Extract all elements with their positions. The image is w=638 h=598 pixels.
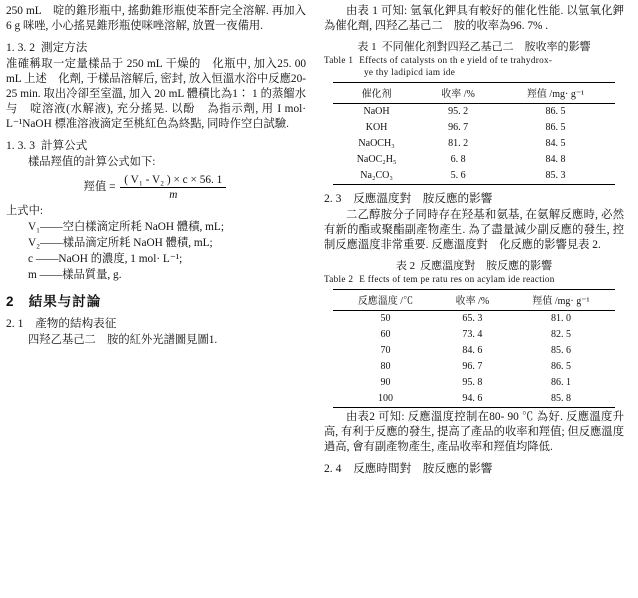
heading-section-2-title: 結果与討論 <box>28 294 102 310</box>
table2-r2-c1: 84. 6 <box>462 345 483 357</box>
table-temperatures <box>333 289 615 408</box>
heading-2-1-number: 2. 1 <box>6 317 24 331</box>
table2-r3-c2: 86. 5 <box>550 361 571 373</box>
table2-r5-c2: 85. 8 <box>507 391 615 408</box>
table1-r4-c0: Na₂CO₃ <box>333 168 420 185</box>
heading-1-3-2-title: 測定方法 <box>40 41 88 55</box>
table-row <box>333 310 615 327</box>
formula-numerator: ( V₁ - V₂ ) × c × 56. 1 <box>120 174 226 188</box>
paragraph-intro: 250 mL 啶的錐形瓶中, 搖動錐形瓶使苯酐完全溶解. 再加入 6 g 咪唑, 小心搖晃錐形瓶使咪唑溶解, 放置一夜備用. <box>6 5 306 33</box>
formula-left-side: 羥值 = <box>83 181 116 194</box>
table1-r3-c1: 6. 8 <box>450 154 466 166</box>
definition-c: c ——NaOH 的濃度, 1 mol· L⁻¹; <box>28 253 183 266</box>
table1-r1-c1: 96. 7 <box>448 122 469 134</box>
table1-caption-text: 不同催化剂對四羟乙基己二 胺收率的影響 <box>381 41 591 54</box>
table-row <box>333 168 615 185</box>
heading-2-3 <box>324 190 624 206</box>
right-column <box>322 4 624 598</box>
heading-2-1-title: 產物的結构表征 <box>35 317 117 331</box>
table2-r1-c2: 82. 5 <box>550 329 571 341</box>
table-row <box>333 120 615 136</box>
heading-2-4-number: 2. 4 <box>324 461 342 475</box>
heading-1-3-2 <box>6 39 306 55</box>
paragraph-formula-intro: 樣品羥值的計算公式如下: <box>28 156 156 169</box>
formula-denominator: m <box>169 189 178 202</box>
table1-r2-c0: NaOCH₃ <box>358 138 395 150</box>
table2-col-temperature: 反應溫度 /℃ <box>333 289 438 310</box>
table-row <box>333 343 615 359</box>
table1-r4-c1: 5. 6 <box>420 168 496 185</box>
table-row <box>333 152 615 168</box>
table2-r4-c2: 86. 1 <box>550 377 571 389</box>
table-row <box>333 103 615 120</box>
heading-2-4 <box>324 460 624 476</box>
heading-2-4-title: 反應時間對 胺反應的影響 <box>353 461 493 475</box>
table2-caption-label: 表 2 <box>395 259 416 272</box>
table1-r3-c2: 84. 8 <box>545 154 566 166</box>
table2-r0-c1: 65. 3 <box>462 313 483 325</box>
table1-caption-label: 表 1 <box>357 41 377 54</box>
paragraph-where: 上式中: <box>6 205 44 218</box>
table2-r1-c0: 60 <box>380 329 391 341</box>
heading-section-2-number: 2 <box>6 294 15 310</box>
table2-r5-c0: 100 <box>333 391 438 408</box>
table2-caption <box>324 257 624 273</box>
table2-caption-en-label: Table 2 <box>324 273 354 284</box>
table2-caption-en <box>324 274 624 286</box>
table2-r5-c1: 94. 6 <box>438 391 507 408</box>
table1-header-row <box>333 82 615 103</box>
table2-header-row <box>333 289 615 310</box>
heading-2-3-title: 反應溫度對 胺反應的影響 <box>353 191 493 205</box>
table2-caption-text: 反應溫度對 胺反應的影響 <box>420 259 553 272</box>
table-row <box>333 375 615 391</box>
table1-r1-c0: KOH <box>365 122 388 134</box>
paragraph-temperature-conclusion: 由表2 可知: 反應溫度控制在80- 90 ℃ 為好. 反應溫度升高, 有利于反應的發生, 提高了產品的收率和羥值; 但反應溫度過高, 會有副產物產生, 產品收率和羥值均降低. <box>324 410 624 453</box>
table1-r0-c2: 86. 5 <box>545 106 566 118</box>
table2-r4-c1: 95. 8 <box>462 377 483 389</box>
heading-1-3-3-title: 計算公式 <box>40 139 88 153</box>
definition-v1: V₁——空白樣滴定所耗 NaOH 體積, mL; <box>28 221 224 234</box>
paragraph-ir-spectrum: 四羟乙基己二 胺的紅外光譜圖見圖1. <box>28 334 218 347</box>
table2-r2-c0: 70 <box>380 345 391 357</box>
heading-section-2 <box>6 290 306 310</box>
table2-r0-c2: 81. 0 <box>550 313 571 325</box>
table1-r0-c1: 95. 2 <box>448 106 469 118</box>
table1-col-hydroxyl: 羥值 /mg· g⁻¹ <box>496 82 615 103</box>
table1-caption-en-cont: ye thy ladipicd iam ide <box>364 66 456 77</box>
table2-r2-c2: 85. 6 <box>550 345 571 357</box>
paragraph-catalyst-result: 由表 1 可知: 氫氧化鉀具有較好的催化性能. 以氫氧化鉀為催化劑, 四羟乙基己二 胺的收率為96. 7% . <box>324 5 624 33</box>
table1-r2-c1: 81. 2 <box>448 138 469 150</box>
table1-caption-en <box>324 55 624 79</box>
formula-hydroxyl-value <box>6 174 306 201</box>
table-row <box>333 136 615 152</box>
table1-col-yield: 收率 /% <box>420 82 496 103</box>
table1-r2-c2: 84. 5 <box>545 138 566 150</box>
table1-col-catalyst: 催化剂 <box>333 82 420 103</box>
table1-r3-c0: NaOC₂H₅ <box>356 154 397 166</box>
formula-definition-list <box>6 220 306 283</box>
left-column <box>6 4 308 598</box>
table2-col-yield: 收率 /% <box>438 289 507 310</box>
table-catalysts <box>333 82 615 185</box>
paragraph-method: 准確稱取一定量樣品于 250 mL 干燥的 化瓶中, 加入25. 00 mL 上述 化劑, 于樣品溶解后, 密封, 放入恒溫水浴中反應20- 25 min. 取出冷卻至室溫, 加入 20 mL 體積比為1∶ 1 的蒸餾水与 啶溶液(水解液), 充分搖晃. 以酚 為指示劑, 用 I mol· L⁻¹NaOH 標准溶液滴定至桃紅色為終點, 同時作空白試驗. <box>6 58 306 131</box>
table2-col-hydroxyl: 羥值 /mg· g⁻¹ <box>507 289 615 310</box>
definition-m: m ——樣品質量, g. <box>28 269 122 282</box>
heading-2-3-number: 2. 3 <box>324 191 342 205</box>
table1-r0-c0: NaOH <box>363 106 390 118</box>
table2-r3-c0: 80 <box>380 361 391 373</box>
table1-caption-en-text: Effects of catalysts on th e yield of te trahydrox- <box>359 55 553 66</box>
table-row <box>333 359 615 375</box>
table2-caption-en-text: E ffects of tem pe ratu res on acylam ide reaction <box>359 273 555 284</box>
table1-caption-en-label: Table 1 <box>324 55 354 66</box>
table-row <box>333 391 615 408</box>
table2-r3-c1: 96. 7 <box>462 361 483 373</box>
heading-1-3-2-number: 1. 3. 2 <box>6 41 35 55</box>
definition-v2: V₂——樣品滴定所耗 NaOH 體積, mL; <box>28 237 213 250</box>
paragraph-temperature-discussion: 二乙醇胺分子同時存在羟基和氨基, 在氨解反應時, 必然有新的酯或聚酯副產物產生. 為了盡量減少副反應的發生, 控制反應溫度非常重要. 反應溫度對 化反應的影響見表 2. <box>324 208 624 251</box>
heading-1-3-3 <box>6 137 306 153</box>
table-row <box>333 327 615 343</box>
table1-r1-c2: 86. 5 <box>545 122 566 134</box>
heading-1-3-3-number: 1. 3. 3 <box>6 139 35 153</box>
table1-r4-c2: 85. 3 <box>496 168 615 185</box>
formula-fraction <box>120 174 226 201</box>
heading-2-1 <box>6 315 306 331</box>
table2-r0-c0: 50 <box>380 313 391 325</box>
table1-caption <box>324 38 624 54</box>
table2-r4-c0: 90 <box>380 377 391 389</box>
table2-r1-c1: 73. 4 <box>462 329 483 341</box>
